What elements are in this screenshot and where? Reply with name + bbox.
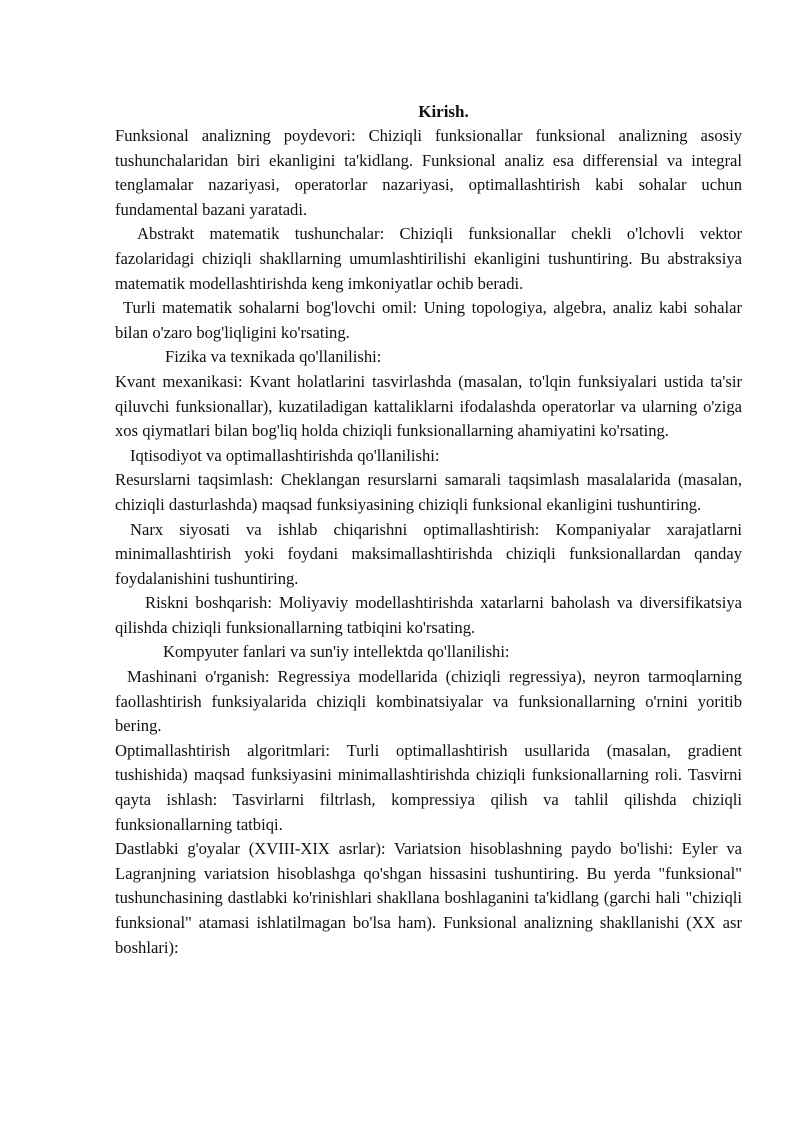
paragraph-abstract-concepts: Abstrakt matematik tushunchalar: Chiziqli funksionallar chekli o'lchovli vektor fazolaridagi chiziqli shakllarning umumlashtirilishi ekanligini tushuntiring. Bu abstraksiya matematik modellashtirishda keng imkoniyatlar ochib beradi. xyxy=(115,224,742,293)
paragraph-early-ideas: Dastlabki g'oyalar (XVIII-XIX asrlar): Variatsion hisoblashning paydo bo'lishi: Eyler va Lagranjning variatsion hisoblashga qo'shgan hissasini tushuntiring. Bu yerda "funksional" tushunchasining dastlabki ko'rinishlari shakllana boshlaganini ta'kidlang (garchi hali "chiziqli funksional" atamasi ishlatilmagan bo'lsa ham). Funksional analizning shakllanishi (XX asr boshlari): xyxy=(115,839,742,957)
document-title: Kirish. xyxy=(418,102,469,121)
section-heading-economics: Iqtisodiyot va optimallashtirishda qo'llanilishi: xyxy=(130,445,440,465)
section-heading-computer-science: Kompyuter fanlari va sun'iy intellektda qo'llanilishi: xyxy=(163,642,510,662)
document-page xyxy=(115,100,742,960)
paragraph-connecting-fields: Turli matematik sohalarni bog'lovchi omil: Uning topologiya, algebra, analiz kabi sohalar bilan o'zaro bog'liqligini ko'rsating. xyxy=(115,298,742,342)
paragraph-foundation: Funksional analizning poydevori: Chiziqli funksionallar funksional analizning asosiy tushunchalaridan biri ekanligini ta'kidlang. Funksional analiz esa differensial va integral tenglamalar nazariyasi, operatorlar nazariyasi, optimallashtirish kabi sohalar uchun fundamental bazani yaratadi. xyxy=(115,126,742,219)
paragraph-resource-allocation: Resurslarni taqsimlash: Cheklangan resurslarni samarali taqsimlash masalalarida (masalan, chiziqli dasturlashda) maqsad funksiyasining chiziqli funksional ekanligini tushuntiring. xyxy=(115,470,742,514)
paragraph-risk-management: Riskni boshqarish: Moliyaviy modellashtirishda xatarlarni baholash va diversifikatsiya qilishda chiziqli funksionallarning tatbiqini ko'rsating. xyxy=(115,593,742,637)
paragraph-quantum-mechanics: Kvant mexanikasi: Kvant holatlarini tasvirlashda (masalan, to'lqin funksiyalari ustida ta'sir qiluvchi funksionallar), kuzatiladigan kattaliklarni ifodalashda operatorlar va ularning o'ziga xos qiymatlari bilan bog'liq holda chiziqli funksionallarning ahamiyatini ko'rsating. xyxy=(115,371,742,441)
paragraph-machine-learning: Mashinani o'rganish: Regressiya modellarida (chiziqli regressiya), neyron tarmoqlarning faollashtirish funksiyalarida chiziqli kombinatsiyalar va funksionallarning o'rnini yoritib bering. xyxy=(115,667,742,736)
section-heading-physics: Fizika va texnikada qo'llanilishi: xyxy=(165,347,382,367)
paragraph-pricing-policy: Narx siyosati va ishlab chiqarishni optimallashtirish: Kompaniyalar xarajatlarni minimallashtirish yoki foydani maksimallashtirishda chiziqli funksionallardan qanday foydalanishini tushuntiring. xyxy=(115,519,742,588)
paragraph-optimization-algorithms: Optimallashtirish algoritmlari: Turli optimallashtirish usullarida (masalan, gradient tushishida) maqsad funksiyasini minimallashtirishda chiziqli funksionallarning roli. Tasvirni qayta ishlash: Tasvirlarni filtrlash, kompressiya qilish va tahlil qilishda chiziqli funksionallarning tatbiqi. xyxy=(115,740,742,834)
